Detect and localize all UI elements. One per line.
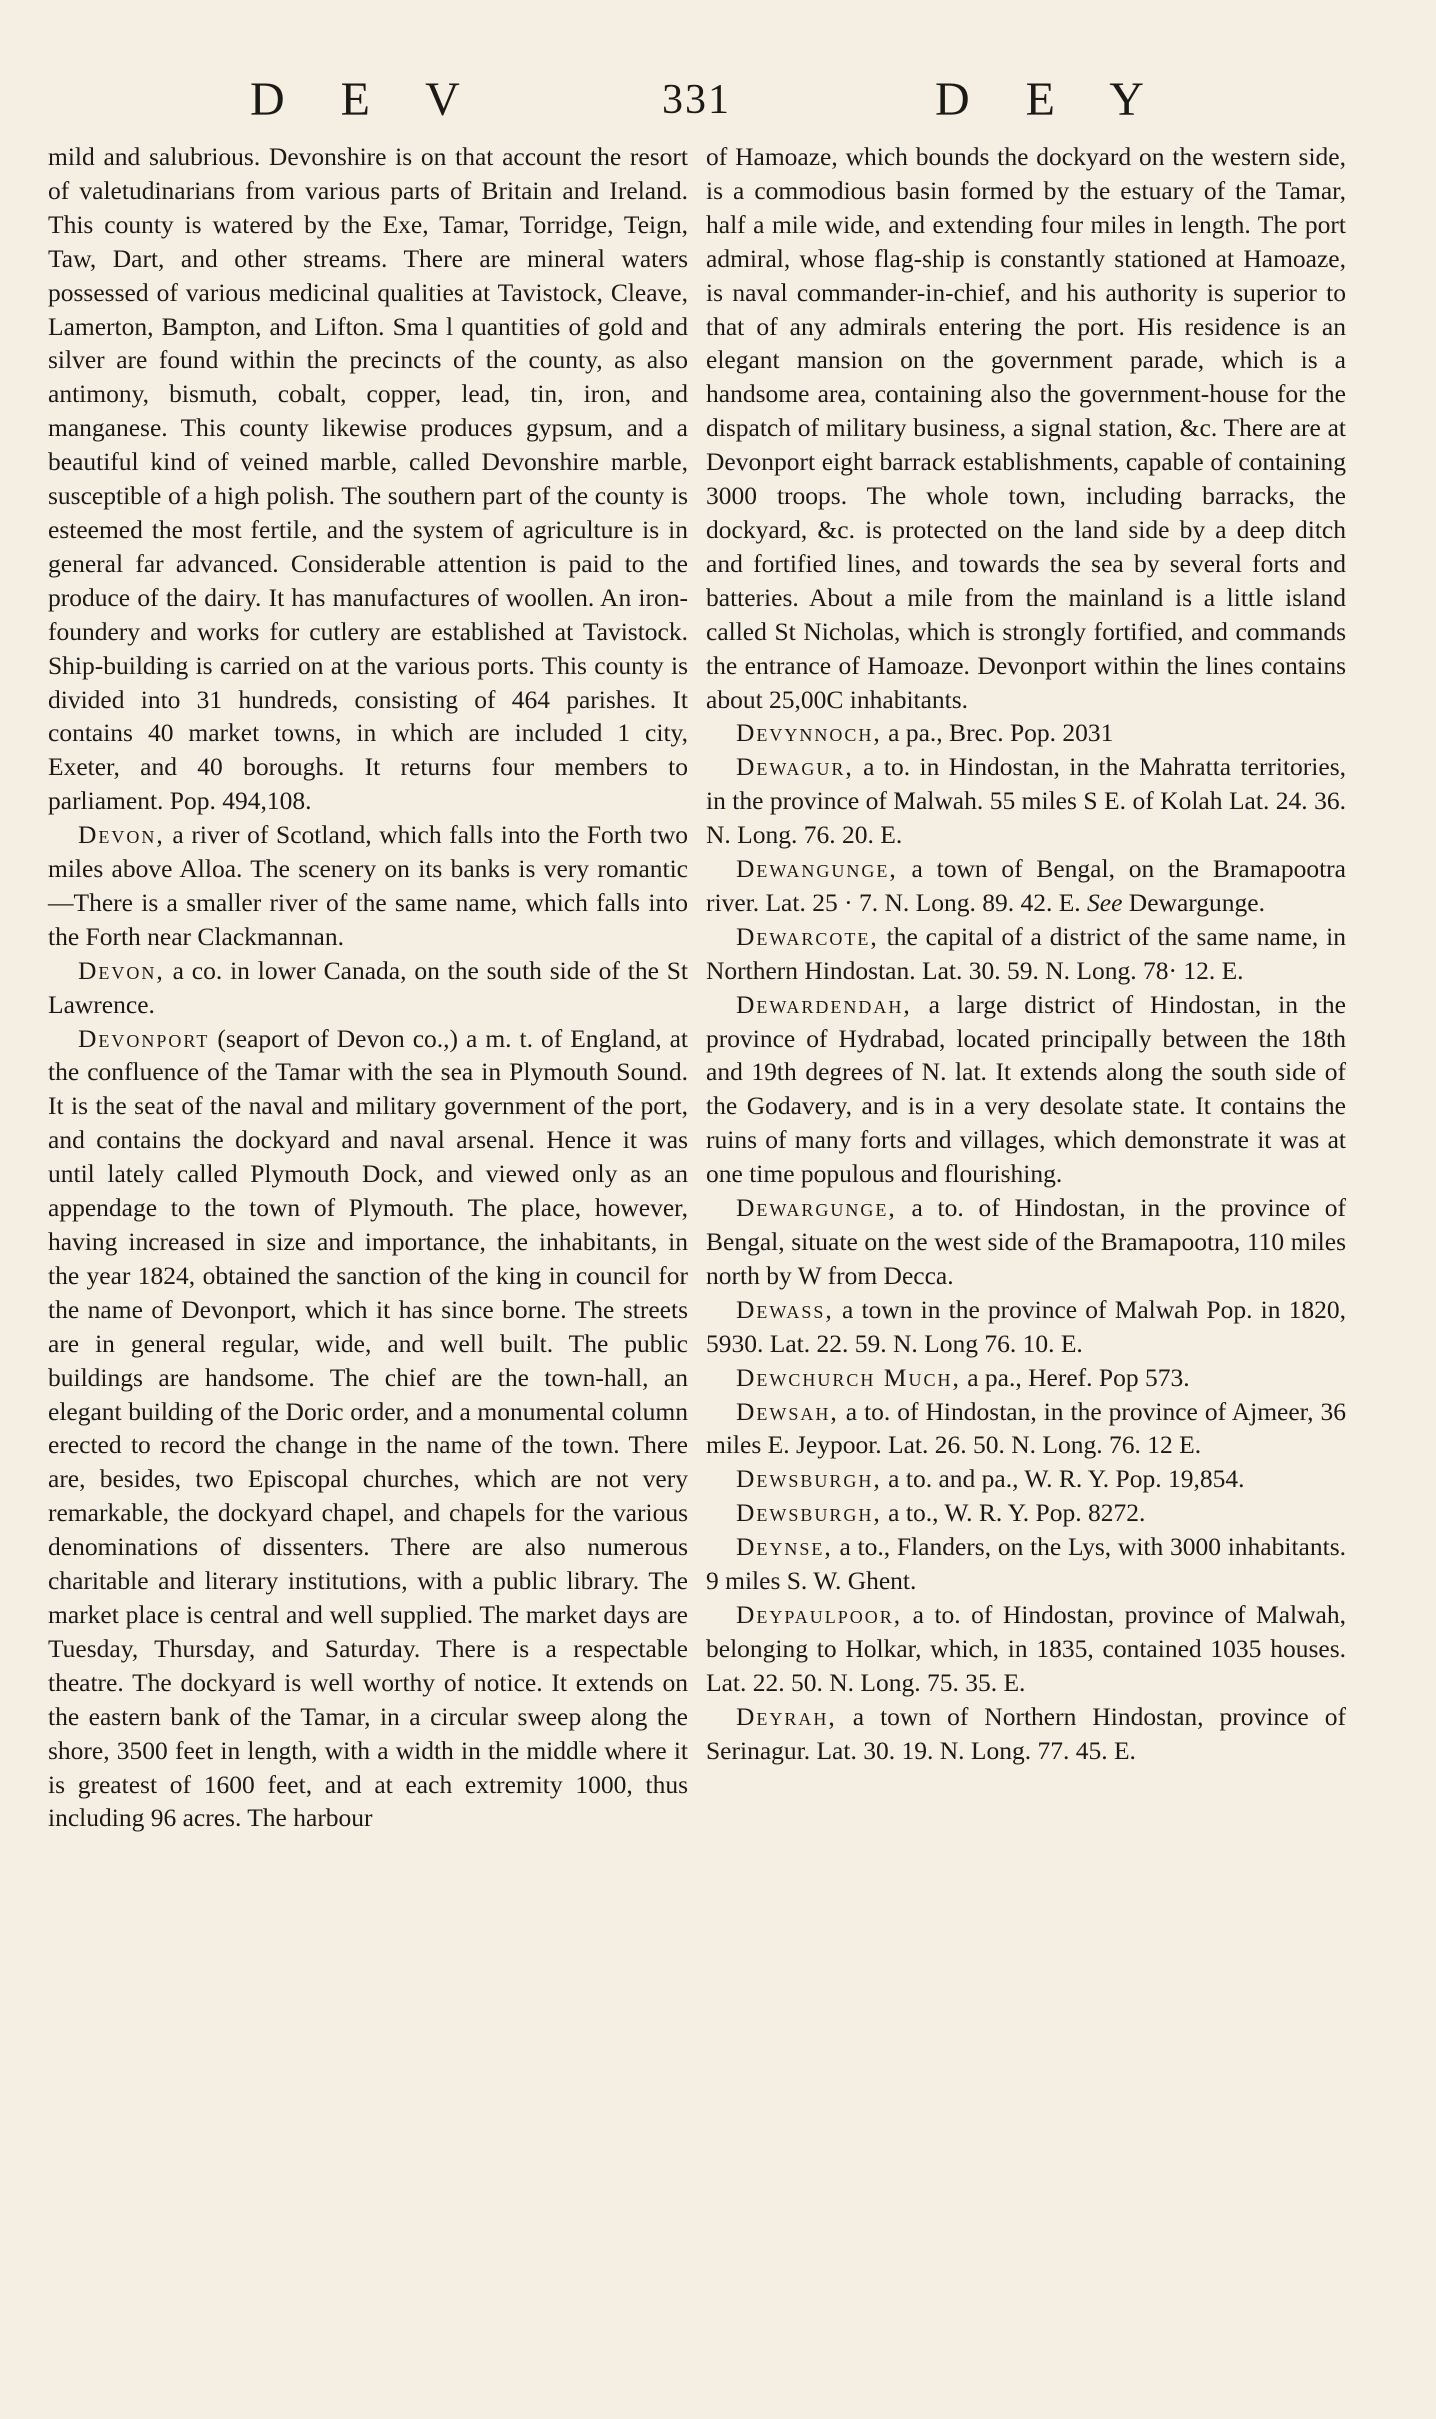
right-column <box>706 140 1346 1768</box>
entry-devynnoch: Devynnoch, a pa., Brec. Pop. 2031 <box>736 718 1114 748</box>
entry-deypaulpoor: Deypaulpoor, a to. of Hindostan, province of Malwah, belonging to Holkar, which, in 1835, contained 1035 houses. Lat. 22. 50. N. Long. 75. 35. E. <box>706 1599 1346 1697</box>
entry-devonport: Devonport (seaport of Devon co.,) a m. t. of England, at the confluence of the Tamar with the sea in Plymouth Sound. It is the seat of the naval and military government of the port, and contains the dockyard and naval arsenal. Hence it was until lately called Plymouth Dock, and viewed only as an appendage to the town of Plymouth. The place, however, having increased in size and importance, the inhabitants, in the year 1824, obtained the sanction of the king in council for the name of Devonport, which it has since borne. The streets are in general regular, wide, and well built. The public buildings are handsome. The chief are the town-hall, an elegant building of the Doric order, and a monumental column erected to record the change in the name of the town. There are, besides, two Episcopal churches, which are not very remarkable, the dockyard chapel, and chapels for the various denominations of dissenters. There are also numerous charitable and literary institutions, with a public library. The market place is central and well supplied. The market days are Tuesday, Thursday, and Saturday. There is a respectable theatre. The dockyard is well worthy of notice. It extends on the eastern bank of the Tamar, in a circular sweep along the shore, 3500 feet in length, with a width in the middle where it is greatest of 1600 feet, and at each extremity 1000, thus including 96 acres. The harbour <box>48 1023 688 1833</box>
entry-headword: Dewchurch Much, <box>736 1362 961 1392</box>
entry-headword: Dewargunge, <box>736 1193 897 1223</box>
entry-deynse: Deynse, a to., Flanders, on the Lys, with 3000 inhabitants. 9 miles S. W. Ghent. <box>706 1532 1346 1596</box>
entry-headword: Devon, <box>78 955 165 985</box>
entry-headword: Devonport <box>78 1023 210 1053</box>
see-reference: See <box>1087 887 1123 917</box>
entry-dewardendah: Dewardendah, a large district of Hindostan, in the province of Hydrabad, located principally between the 18th and 19th degrees of N. lat. It extends along the south side of the Godavery, and is in a very desolate state. It contains the ruins of many forts and villages, which demonstrate it was at one time populous and flourishing. <box>706 989 1346 1189</box>
entry-dewarcote: Dewarcote, the capital of a district of the same name, in Northern Hindostan. Lat. 30. 59. N. Long. 78· 12. E. <box>706 921 1346 985</box>
entry-headword: Dewagur, <box>736 752 854 782</box>
entry-headword: Dewangunge, <box>736 854 898 884</box>
entry-headword: Dewsah, <box>736 1396 839 1426</box>
left-column <box>48 140 688 1835</box>
entry-deyrah: Deyrah, a town of Northern Hindostan, province of Serinagur. Lat. 30. 19. N. Long. 77. 45. E. <box>706 1701 1346 1765</box>
header-right-guide-word: D E Y <box>935 73 1166 126</box>
entry-dewass: Dewass, a town in the province of Malwah Pop. in 1820, 5930. Lat. 22. 59. N. Long 76. 10. E. <box>706 1294 1346 1358</box>
header-left-guide-word: D E V <box>250 73 482 126</box>
entry-dewsburgh-town: Dewsburgh, a to., W. R. Y. Pop. 8272. <box>736 1498 1146 1528</box>
entry-continuation: mild and salubrious. Devonshire is on that account the resort of valetudinarians from various parts of Britain and Ireland. This county is watered by the Exe, Tamar, Torridge, Teign, Taw, Dart, and other streams. There are mineral waters possessed of various medicinal qualities at Tavistock, Cleave, Lamerton, Bampton, and Lifton. Sma l quantities of gold and silver are found within the precincts of the county, as also antimony, bismuth, cobalt, copper, lead, tin, iron, and manganese. This county likewise produces gypsum, and a beautiful kind of veined marble, called Devonshire marble, susceptible of a high polish. The southern part of the county is esteemed the most fertile, and the system of agriculture is in general far advanced. Considerable attention is paid to the produce of the dairy. It has manufactures of woollen. An iron-foundery and works for cutlery are established at Tavistock. Ship-building is carried on at the various ports. This county is divided into 31 hundreds, consisting of 464 parishes. It contains 40 market towns, in which are included 1 city, Exeter, and 40 boroughs. It returns four members to parliament. Pop. 494,108. <box>48 142 688 816</box>
entry-headword: Devynnoch, <box>736 718 882 748</box>
entry-dewchurch-much: Dewchurch Much, a pa., Heref. Pop 573. <box>736 1362 1190 1392</box>
entry-headword: Dewardendah, <box>736 989 912 1019</box>
entry-dewagur: Dewagur, a to. in Hindostan, in the Mahratta territories, in the province of Malwah. 55 miles S E. of Kolah Lat. 24. 36. N. Long. 76. 20. E. <box>706 752 1346 850</box>
entry-devon-canada: Devon, a co. in lower Canada, on the south side of the St Lawrence. <box>48 955 688 1019</box>
entry-headword: Dewsburgh, <box>736 1498 882 1528</box>
entry-headword: Dewsburgh, <box>736 1464 882 1494</box>
entry-headword: Deynse, <box>736 1532 833 1562</box>
entry-headword: Dewarcote, <box>736 921 879 951</box>
page-number: 331 <box>662 77 731 123</box>
entry-headword: Dewass, <box>736 1294 834 1324</box>
entry-headword: Deyrah, <box>736 1701 837 1731</box>
running-header <box>0 70 1436 140</box>
entry-continuation: of Hamoaze, which bounds the dockyard on the western side, is a commodious basin formed by the estuary of the Tamar, half a mile wide, and extending four miles in length. The port admiral, whose flag-ship is constantly stationed at Hamoaze, is naval commander-in-chief, and his authority is superior to that of any admirals entering the port. His residence is an elegant mansion on the government parade, which is a handsome area, containing also the government-house for the dispatch of military business, a signal station, &c. There are at Devonport eight barrack establishments, capable of containing 3000 troops. The whole town, including barracks, the dockyard, &c. is protected on the land side by a deep ditch and fortified lines, and towards the sea by several forts and batteries. About a mile from the mainland is a little island called St Nicholas, which is strongly fortified, and commands the entrance of Hamoaze. Devonport within the lines contains about 25,00C inhabitants. <box>706 142 1346 714</box>
entry-dewsah: Dewsah, a to. of Hindostan, in the province of Ajmeer, 36 miles E. Jeypoor. Lat. 26. 50. N. Long. 76. 12 E. <box>706 1396 1346 1460</box>
entry-headword: Devon, <box>78 820 165 850</box>
entry-headword: Deypaulpoor, <box>736 1599 903 1629</box>
entry-dewsburgh-parish: Dewsburgh, a to. and pa., W. R. Y. Pop. 19,854. <box>736 1464 1245 1494</box>
entry-devon-river: Devon, a river of Scotland, which falls into the Forth two miles above Alloa. The scenery on its banks is very romantic—There is a smaller river of the same name, which falls into the Forth near Clackmannan. <box>48 820 688 951</box>
entry-dewargunge: Dewargunge, a to. of Hindostan, in the province of Bengal, situate on the west side of the Bramapootra, 110 miles north by W from Decca. <box>706 1193 1346 1290</box>
entry-dewangunge: Dewangunge, a town of Bengal, on the Bramapootra river. Lat. 25 · 7. N. Long. 89. 42. E. See Dewargunge. <box>706 854 1346 917</box>
